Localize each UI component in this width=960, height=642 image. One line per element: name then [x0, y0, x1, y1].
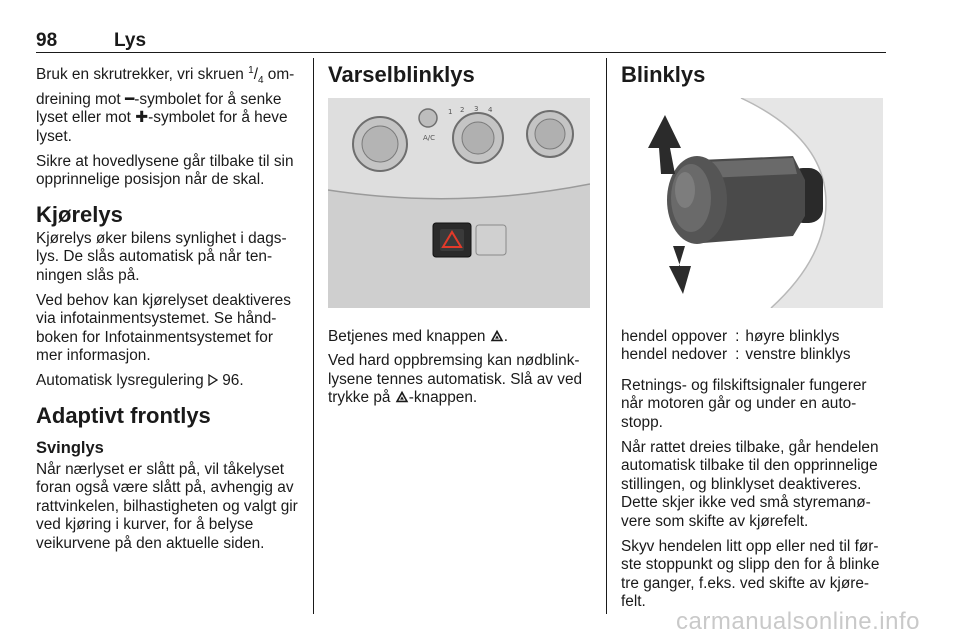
heading-adaptive-headlights: Adaptivt frontlys	[36, 402, 211, 428]
heading-blinklys: Blinklys	[621, 62, 706, 87]
ac-label: A/C	[423, 134, 436, 142]
hazard-button-paragraph: Betjenes med knappen .	[328, 327, 508, 345]
section-title: Lys	[114, 30, 147, 51]
cornering-light-paragraph: Når nærlyset er slått på, vil tåkelyset foran også være slått på, avhengig av rattvinkelen, bilhastigheten og valgt gir ved kjøring i kurver, for å belyse veikurvene på den aktuelle siden.	[36, 460, 298, 552]
page-number: 98	[36, 30, 58, 51]
hazard-warning-icon	[395, 390, 409, 403]
headlight-reset-paragraph: Sikre at hovedlysene går tilbake til sin opprinnelige posisjon når de skal.	[36, 152, 294, 189]
page-header	[36, 28, 886, 53]
lane-change-paragraph: Skyv hendelen litt opp eller ned til før-ste stoppunkt og slipp den for å blinke tre ganger, f.eks. ved skifte av kjøre-felt.	[621, 537, 880, 611]
column-divider-1	[313, 58, 314, 614]
column-right	[621, 62, 886, 618]
separator-cell: :	[735, 346, 740, 364]
page-reference-icon	[208, 374, 218, 386]
heading-kjorelys: Kjørelys	[36, 201, 123, 227]
fan-label-3: 3	[474, 105, 479, 113]
watermark: carmanualsonline.info	[676, 608, 920, 635]
column-divider-2	[606, 58, 607, 614]
auto-light-reference: Automatisk lysregulering 96.	[36, 371, 244, 389]
term-cell: hendel nedover	[621, 346, 728, 364]
term-cell: hendel oppover	[621, 327, 728, 345]
lever-return-paragraph: Når rattet dreies tilbake, går hendelen automatisk tilbake til den opprinnelige stillingen, og blinklyset deaktiveres. Dette skjer ikke ved små styremanø-vere som skifte av kjørefelt.	[621, 438, 879, 530]
fan-label-2: 2	[460, 106, 465, 114]
drl-deactivate-paragraph: Ved behov kan kjørelyset deaktiveres via infotainmentsystemet. Se hånd-boken for Infotainmentsystemet for mer informasjon.	[36, 291, 291, 365]
table-row	[621, 346, 851, 365]
heading-varselblinklys: Varselblinklys	[328, 62, 475, 87]
headlight-adjust-paragraph: Bruk en skrutrekker, vri skruen $^1/_4$ om-dreining mot ━-symbolet for å senke lyset eller mot ✚-symbolet for å heve lyset.	[36, 65, 295, 145]
hazard-warning-icon	[490, 329, 504, 342]
table-row	[621, 328, 851, 347]
minus-icon: ━	[124, 90, 135, 108]
column-left	[36, 62, 300, 559]
turn-signal-lever-figure	[621, 98, 883, 308]
fan-label-4: 4	[488, 106, 493, 114]
drl-paragraph: Kjørelys øker bilens synlighet i dags-lys. De slås automatisk på når ten-ningen slås på.	[36, 229, 287, 284]
signal-function-paragraph: Retnings- og filskiftsignaler fungerer når motoren går og under en auto-stopp.	[621, 376, 867, 431]
fan-label-1: 1	[448, 108, 453, 116]
definition-cell: venstre blinklys	[745, 346, 851, 364]
definition-cell: høyre blinklys	[745, 327, 840, 345]
lever-definitions-table	[621, 328, 851, 365]
plus-icon: ✚	[135, 109, 149, 127]
separator-cell: :	[735, 327, 740, 345]
emergency-brake-paragraph: Ved hard oppbremsing kan nødblink-lysene tennes automatisk. Slå av ved trykke på -knappen.	[328, 352, 583, 407]
heading-svinglys: Svinglys	[36, 438, 104, 457]
column-middle	[328, 62, 592, 414]
hazard-switch-figure	[328, 98, 590, 308]
